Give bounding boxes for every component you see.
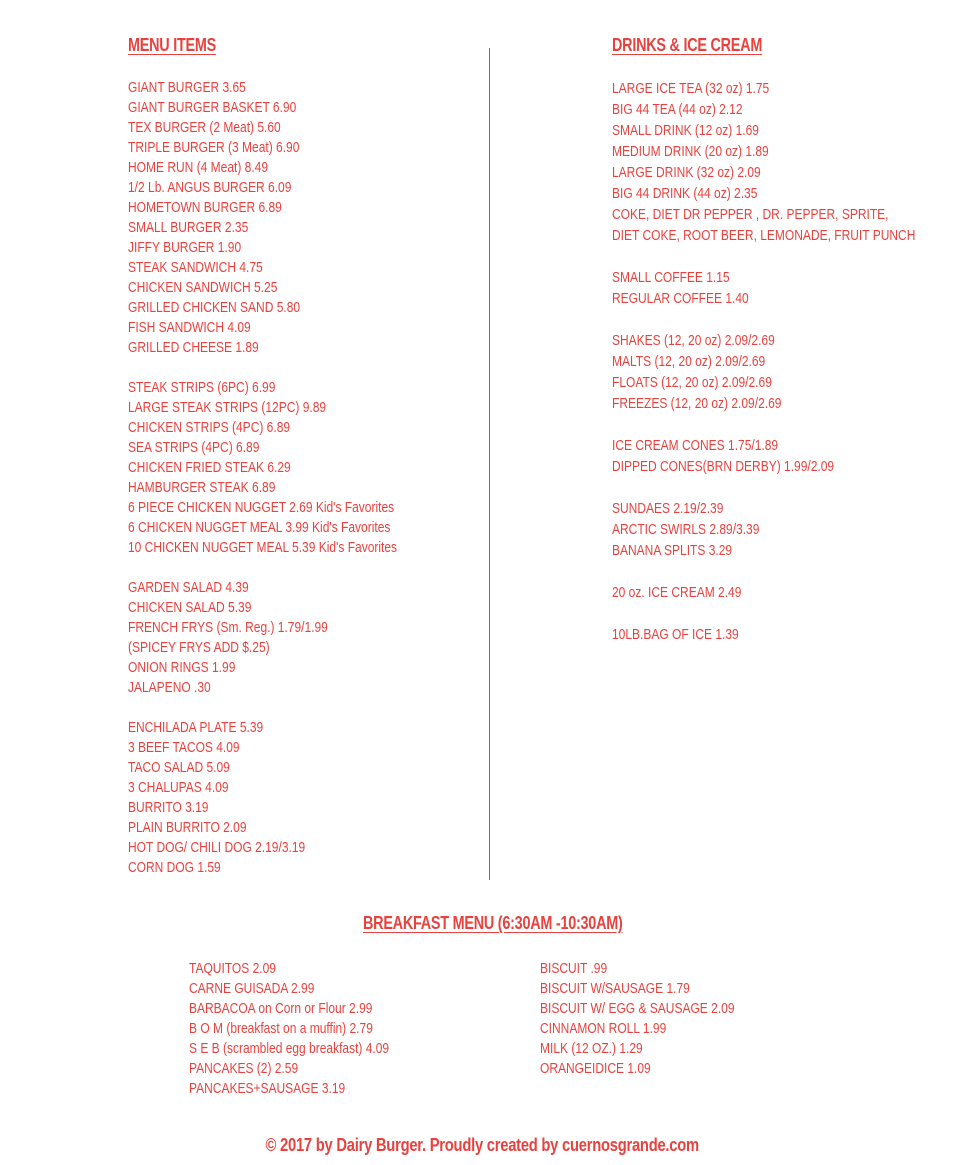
- footer-copyright: © 2017 by Dairy Burger. Proudly created by cuernosgrande.com: [265, 1135, 700, 1155]
- menu-item: CHICKEN SALAD 5.39: [128, 599, 252, 616]
- menu-item: BURRITO 3.19: [128, 799, 209, 816]
- group-spacer: [128, 698, 397, 718]
- menu-item: COKE, DIET DR PEPPER , DR. PEPPER, SPRITE,: [612, 206, 889, 223]
- menu-item: ARCTIC SWIRLS 2.89/3.39: [612, 521, 760, 538]
- menu-items-heading: MENU ITEMS: [128, 35, 217, 55]
- menu-item: BARBACOA on Corn or Flour 2.99: [189, 1000, 373, 1017]
- menu-item: HOMETOWN BURGER 6.89: [128, 199, 282, 216]
- menu-item: B O M (breakfast on a muffin) 2.79: [189, 1020, 373, 1037]
- menu-item: BIG 44 DRINK (44 oz) 2.35: [612, 185, 758, 202]
- menu-item: BISCUIT W/ EGG & SAUSAGE 2.09: [540, 1000, 735, 1017]
- menu-item: (SPICEY FRYS ADD $.25): [128, 639, 270, 656]
- menu-item: MEDIUM DRINK (20 oz) 1.89: [612, 143, 769, 160]
- breakfast-left-list: [189, 959, 439, 1099]
- menu-item: CHICKEN FRIED STEAK 6.29: [128, 459, 291, 476]
- menu-item: SMALL COFFEE 1.15: [612, 269, 730, 286]
- menu-item: 6 PIECE CHICKEN NUGGET 2.69 Kid's Favorites: [128, 499, 395, 516]
- menu-items-list: [128, 78, 464, 878]
- group-spacer: [612, 477, 915, 498]
- menu-item: LARGE ICE TEA (32 oz) 1.75: [612, 80, 770, 97]
- menu-item: GRILLED CHICKEN SAND 5.80: [128, 299, 301, 316]
- menu-item: 1/2 Lb. ANGUS BURGER 6.09: [128, 179, 292, 196]
- breakfast-heading: BREAKFAST MENU (6:30AM -10:30AM): [363, 913, 623, 933]
- menu-item: ENCHILADA PLATE 5.39: [128, 719, 264, 736]
- menu-item: CHICKEN STRIPS (4PC) 6.89: [128, 419, 291, 436]
- menu-item: GIANT BURGER 3.65: [128, 79, 246, 96]
- menu-item: TRIPLE BURGER (3 Meat) 6.90: [128, 139, 300, 156]
- menu-item: S E B (scrambled egg breakfast) 4.09: [189, 1040, 390, 1057]
- menu-item: PANCAKES (2) 2.59: [189, 1060, 299, 1077]
- menu-item: PLAIN BURRITO 2.09: [128, 819, 247, 836]
- menu-item: GRILLED CHEESE 1.89: [128, 339, 259, 356]
- menu-item: BISCUIT W/SAUSAGE 1.79: [540, 980, 690, 997]
- group-spacer: [128, 558, 397, 578]
- menu-item: MILK (12 OZ.) 1.29: [540, 1040, 643, 1057]
- menu-item: SMALL DRINK (12 oz) 1.69: [612, 122, 759, 139]
- menu-item: CARNE GUISADA 2.99: [189, 980, 315, 997]
- group-spacer: [612, 603, 915, 624]
- menu-item: GIANT BURGER BASKET 6.90: [128, 99, 297, 116]
- menu-item: FRENCH FRYS (Sm. Reg.) 1.79/1.99: [128, 619, 328, 636]
- menu-item: LARGE DRINK (32 oz) 2.09: [612, 164, 761, 181]
- drinks-heading: DRINKS & ICE CREAM: [612, 35, 763, 55]
- group-spacer: [612, 414, 915, 435]
- menu-item: DIET COKE, ROOT BEER, LEMONADE, FRUIT PUNCH: [612, 227, 916, 244]
- breakfast-right-list: [540, 959, 783, 1079]
- group-spacer: [612, 309, 915, 330]
- menu-item: STEAK SANDWICH 4.75: [128, 259, 263, 276]
- menu-item: ICE CREAM CONES 1.75/1.89: [612, 437, 779, 454]
- menu-item: 10LB.BAG OF ICE 1.39: [612, 626, 739, 643]
- menu-item: TACO SALAD 5.09: [128, 759, 230, 776]
- menu-item: DIPPED CONES(BRN DERBY) 1.99/2.09: [612, 458, 835, 475]
- drinks-list: [612, 78, 965, 645]
- menu-item: MALTS (12, 20 oz) 2.09/2.69: [612, 353, 766, 370]
- menu-item: SHAKES (12, 20 oz) 2.09/2.69: [612, 332, 775, 349]
- menu-item: REGULAR COFFEE 1.40: [612, 290, 749, 307]
- menu-item: TEX BURGER (2 Meat) 5.60: [128, 119, 281, 136]
- menu-item: CHICKEN SANDWICH 5.25: [128, 279, 278, 296]
- group-spacer: [612, 561, 915, 582]
- menu-item: BIG 44 TEA (44 oz) 2.12: [612, 101, 743, 118]
- menu-item: JIFFY BURGER 1.90: [128, 239, 242, 256]
- menu-item: FLOATS (12, 20 oz) 2.09/2.69: [612, 374, 772, 391]
- menu-item: FREEZES (12, 20 oz) 2.09/2.69: [612, 395, 782, 412]
- menu-item: HOME RUN (4 Meat) 8.49: [128, 159, 269, 176]
- menu-item: 6 CHICKEN NUGGET MEAL 3.99 Kid's Favorites: [128, 519, 391, 536]
- group-spacer: [128, 358, 397, 378]
- menu-item: LARGE STEAK STRIPS (12PC) 9.89: [128, 399, 327, 416]
- menu-item: 10 CHICKEN NUGGET MEAL 5.39 Kid's Favorites: [128, 539, 398, 556]
- menu-item: BANANA SPLITS 3.29: [612, 542, 733, 559]
- menu-item: SMALL BURGER 2.35: [128, 219, 249, 236]
- menu-item: SUNDAES 2.19/2.39: [612, 500, 724, 517]
- menu-item: STEAK STRIPS (6PC) 6.99: [128, 379, 276, 396]
- menu-item: SEA STRIPS (4PC) 6.89: [128, 439, 260, 456]
- group-spacer: [612, 246, 915, 267]
- menu-item: 20 oz. ICE CREAM 2.49: [612, 584, 742, 601]
- menu-item: CORN DOG 1.59: [128, 859, 221, 876]
- menu-item: PANCAKES+SAUSAGE 3.19: [189, 1080, 346, 1097]
- menu-item: HOT DOG/ CHILI DOG 2.19/3.19: [128, 839, 306, 856]
- column-divider: [489, 48, 490, 880]
- menu-item: HAMBURGER STEAK 6.89: [128, 479, 276, 496]
- menu-item: FISH SANDWICH 4.09: [128, 319, 251, 336]
- menu-item: CINNAMON ROLL 1.99: [540, 1020, 667, 1037]
- menu-item: JALAPENO .30: [128, 679, 211, 696]
- menu-item: ORANGEIDICE 1.09: [540, 1060, 651, 1077]
- menu-item: 3 BEEF TACOS 4.09: [128, 739, 240, 756]
- menu-item: GARDEN SALAD 4.39: [128, 579, 249, 596]
- menu-item: BISCUIT .99: [540, 960, 608, 977]
- menu-item: TAQUITOS 2.09: [189, 960, 276, 977]
- menu-item: ONION RINGS 1.99: [128, 659, 236, 676]
- menu-item: 3 CHALUPAS 4.09: [128, 779, 229, 796]
